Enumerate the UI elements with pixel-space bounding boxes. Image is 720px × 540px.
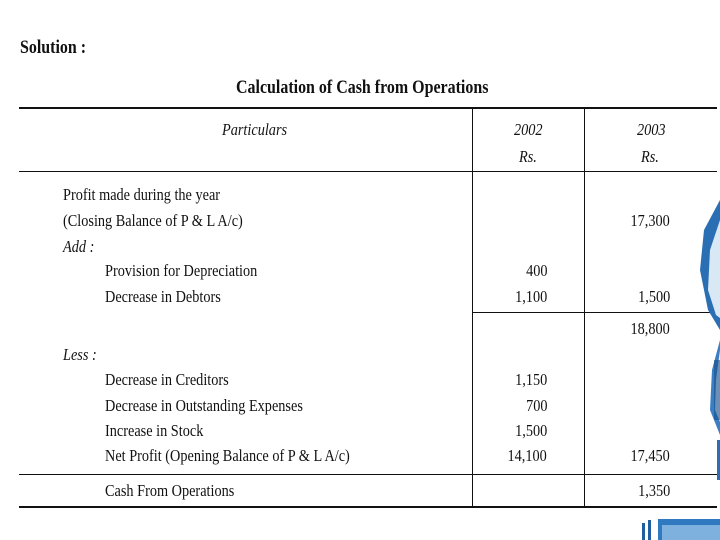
table-bottom-rule [19, 506, 717, 508]
value-creditors-2002: 1,150 [514, 370, 547, 389]
row-profit-line2: (Closing Balance of P & L A/c) [63, 211, 243, 230]
add-label: Add : [63, 237, 95, 256]
value-outstanding-2002: 700 [525, 396, 547, 415]
decorative-stripes-graphic [636, 515, 720, 540]
row-outstanding: Decrease in Outstanding Expenses [105, 396, 303, 415]
column-divider-2003 [584, 108, 585, 507]
value-netprofit-2003: 17,450 [630, 446, 670, 465]
value-depreciation-2002: 400 [525, 261, 547, 280]
column-header-2002: 2002 [514, 120, 543, 139]
value-netprofit-2002: 14,100 [507, 446, 547, 465]
column-divider-2002 [472, 108, 473, 507]
subtotal-rule [472, 312, 717, 313]
row-depreciation: Provision for Depreciation [105, 261, 258, 280]
less-label: Less : [63, 345, 97, 364]
value-profit-2003: 17,300 [630, 211, 670, 230]
value-debtors-2002: 1,100 [514, 287, 547, 306]
row-netprofit: Net Profit (Opening Balance of P & L A/c) [105, 446, 350, 465]
row-debtors: Decrease in Debtors [105, 287, 221, 306]
row-creditors: Decrease in Creditors [105, 370, 229, 389]
column-header-2003: 2003 [637, 120, 666, 139]
header-rule [19, 171, 717, 172]
row-stock: Increase in Stock [105, 421, 204, 440]
value-subtotal-2003: 18,800 [630, 319, 670, 338]
row-profit-line1: Profit made during the year [63, 185, 221, 204]
column-unit-2002: Rs. [519, 147, 537, 166]
column-header-particulars: Particulars [222, 120, 288, 139]
value-stock-2002: 1,500 [514, 421, 547, 440]
table-top-rule [19, 107, 717, 109]
value-cash-2003: 1,350 [637, 481, 670, 500]
column-unit-2003: Rs. [641, 147, 659, 166]
value-debtors-2003: 1,500 [637, 287, 670, 306]
row-cash: Cash From Operations [105, 481, 235, 500]
table-title: Calculation of Cash from Operations [236, 77, 489, 98]
solution-heading: Solution : [20, 37, 87, 58]
decorative-background-graphic [690, 200, 720, 540]
cash-rule [19, 474, 717, 475]
